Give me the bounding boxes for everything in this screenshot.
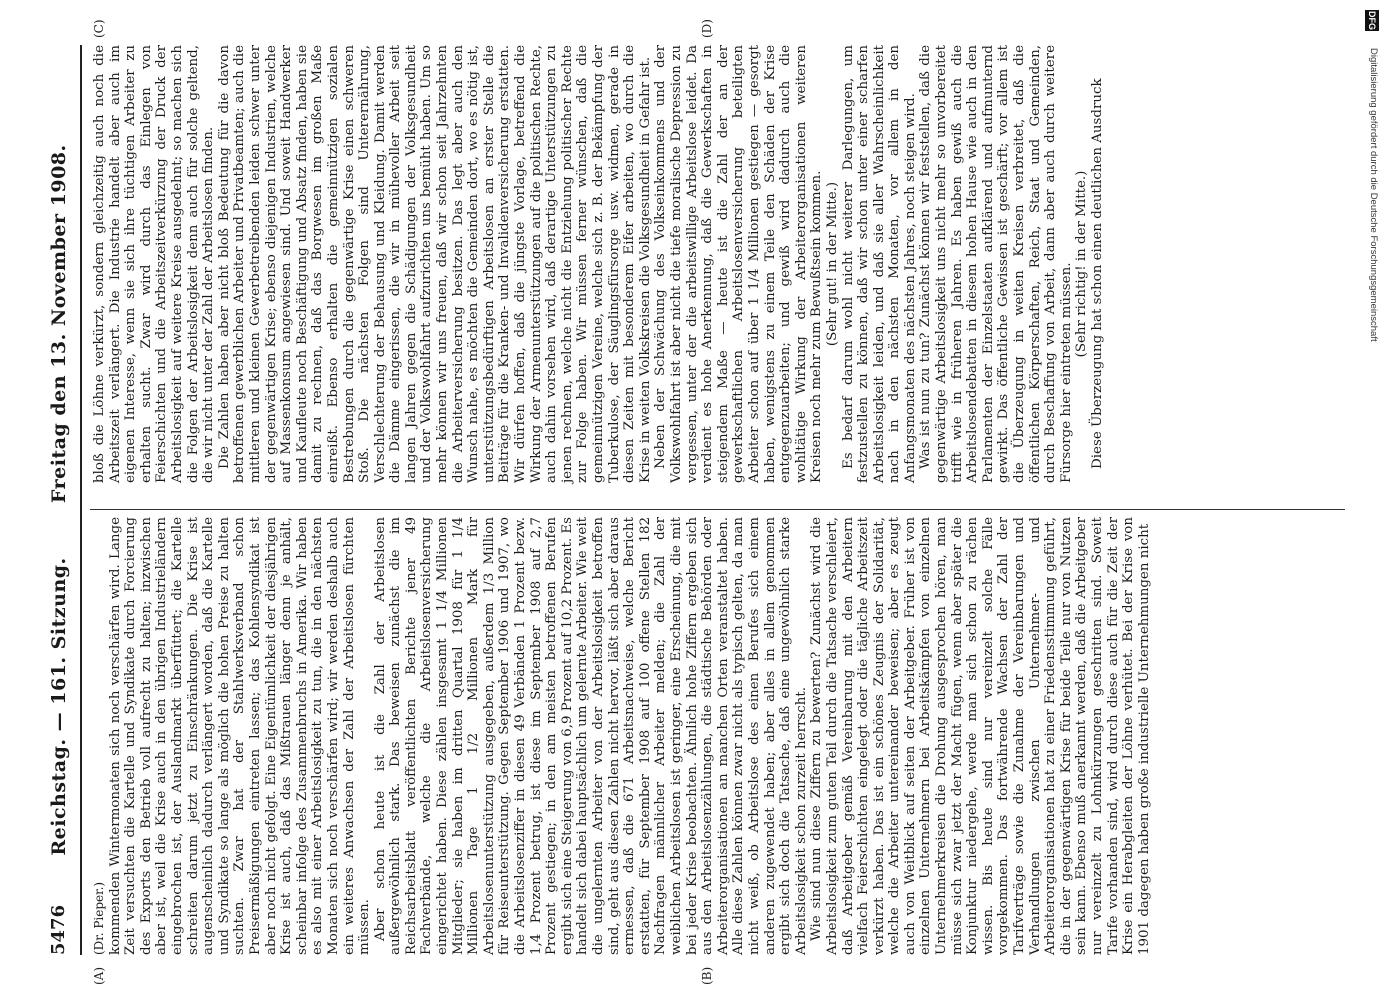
interjection: (Sehr gut! in der Mitte.) (824, 181, 840, 347)
interjection: (Sehr richtig! in der Mitte.) (1074, 170, 1090, 358)
right-column (92, 45, 1106, 483)
paragraph: Neben der Schwächung des Volkseinkommens und der Volkswohlfahrt ist aber nicht die tiefe moralische Depression zu vergessen, unter der die arbeitswillige Arbeitslose leidet. Da verdient es hohe Anerkennung, daß die Gewerkschaften in steigendem Maße — heute ist die Zahl der an der gewerkschaftlichen Arbeitslosenversicherung beteiligten Arbeiter schon auf über 1 1/4 Millionen gestiegen — gesorgt haben, wenigstens zu einem Teile den Schäden der Krise entgegenzuarbeiten; und gewiß wird dadurch auch die wohltätige Wirkung der Arbeiterorganisationen weiteren Kreisen noch mehr zum Bewußtsein kommen. (653, 45, 825, 483)
paragraph: Was ist nun zu tun? Zunächst können wir feststellen, daß die gegenwärtige Arbeitslosigkeit uns nicht mehr so unvorbereitet trifft wie in früheren Jahren. Es haben gewiß auch die Arbeitslosendebatten in diesem hohen Hause wie auch in den Parlamenten der Einzelstaaten aufklärend und aufmunternd gewirkt. Das öffentliche Gewissen ist geschärft; vor allem ist die Überzeugung in weiten Kreisen verbreitet, daß die öffentlichen Körperschaften, Reich, Staat und Gemeinden, durch Beschaffung von Arbeit, dann aber auch durch weitere Fürsorge hier eintreten müssen. (918, 45, 1074, 483)
paragraph: bloß die Löhne verkürzt, sondern gleichzeitig auch noch die Arbeitszeit verlängert. Die Industrie handelt aber auch im eigenen Interesse, wenn sie sich ihre tüchtigen Arbeiter zu erhalten sucht. Zwar wird durch das Einlegen von Feierschichten und die Arbeitszeitverkürzung der Druck der Arbeitslosigkeit auf weitere Kreise ausgedehnt; so machen sich die Folgen der Arbeitslosigkeit denn auch für solche geltend, die wir nicht unter der Zahl der Arbeitslosen finden. (92, 45, 217, 483)
paragraph: Die Zahlen haben aber nicht bloß Bedeutung für die davon betroffenen gewerblichen Arbeiter und Privatbeamten; auch die mittleren und kleinen Gewerbetreibenden leiden schwer unter der gegenwärtigen Krise; ebenso diejenigen Industrien, welche auf Massenkonsum angewiesen sind. Und soweit Handwerker und Kaufleute noch Beschäftigung und Absatz finden, haben sie damit zu rechnen, daß das Borgwesen im großen Maße einreißt. Ebenso erhalten die gemeinnützigen sozialen Bestrebungen durch die gegenwärtige Krise einen schweren Stoß. Die nächsten Folgen sind Unterernährung, Verschlechterung der Behausung und Kleidung. Damit werden die Dämme eingerissen, die wir in mühevoller Arbeit seit langen Jahren gegen die Schädigungen der Volksgesundheit und der Volkswohlfahrt aufzurichten uns bemüht haben. Um so mehr können wir uns freuen, daß wir schon seit Jahrzehnten die Arbeiterversicherung besitzen. Das legt aber auch den Wunsch nahe, es möchten die Gemeinden dort, wo es nötig ist, unterstützungsbedürftigen Arbeitslosen an erster Stelle die Beiträge für die Kranken- und Invalidenversicherung erstatten. Wir dürfen hoffen, daß die jüngste Vorlage, betreffend die Wirkung der Armenunterstützungen auf die politischen Rechte, auch dahin vorsehen wird, daß derartige Unterstützungen zu jenen rechnen, welche nicht die Entziehung politischer Rechte zur Folge haben. Wir müssen ferner wünschen, daß die gemeinnützigen Vereine, welche sich z. B. der Bekämpfung der Tuberkulose, der Säuglingsfürsorge usw. widmen, gerade in diesen Zeiten mit besonderem Eifer arbeiten, wo durch die Krise in weiten Volkskreisen die Volksgesundheit in Gefahr ist. (216, 45, 653, 483)
paragraph: Diese Überzeugung hat schon einen deutlichen Ausdruck (1090, 78, 1105, 469)
dfg-logo: DFG (1367, 11, 1377, 30)
margin-marker-a: (A) (92, 966, 106, 985)
margin-marker-d: (D) (700, 19, 714, 38)
header-rule (80, 45, 82, 955)
paragraph: kommenden Wintermonaten sich noch verschärfen wird. Lange Zeit versuchten die Kartelle und Syndikate durch Forcierung des Exports den Betrieb voll aufrecht zu halten; inzwischen aber ist, weil die Krise auch in den übrigen Industrieländern eingebrochen ist, der Auslandmarkt überfüttert; die Kartelle schreiten darum jetzt zu Einschränkungen. Die Krise ist augenscheinlich dadurch verlängert worden, daß die Kartelle und Syndikate so lange als möglich die hohen Preise zu halten suchten. Zwar hat der Stahlwerksverband schon Preisermäßigungen eintreten lassen; das Kohlensyndikat ist aber noch nicht gefolgt. Eine Eigentümlichkeit der diesjährigen Krise ist auch, daß das Mißtrauen länger denn je anhält, scheinbar infolge des Zusammenbruchs in Amerika. Wir haben es also mit einer Arbeitslosigkeit zu tun, die in den nächsten Monaten sich noch verschärfen wird; wir werden deshalb auch ein weiteres Anwachsen der Zahl der Arbeitslosen fürchten müssen. (107, 517, 373, 955)
digitization-credit: Digitalisierung gefördert durch die Deutsche Forschungsgemeinschaft (1368, 48, 1379, 342)
paragraph: Es bedarf darum wohl nicht weiterer Darlegungen, um festzustellen zu können, daß wir schon unter einer scharfen Arbeitslosigkeit leiden, und daß sie aller Wahrscheinlichkeit nach in den nächsten Monaten, vor allem in den Anfangsmonaten des nächsten Jahres, noch steigen wird. (840, 45, 918, 483)
paragraph: Wie sind nun diese Ziffern zu bewerten? Zunächst wird die Arbeitslosigkeit zum guten Teil durch die Tatsache verschleiert, daß Arbeitgeber gemäß Vereinbarung mit den Arbeitern vielfach Feierschichten eingelegt oder die tägliche Arbeitszeit verkürzt haben. Das ist ein schönes Zeugnis der Solidarität, welche die Arbeiter untereinander beweisen; aber es zeugt auch von Weitblick auf seiten der Arbeitgeber. Früher ist von einzelnen Unternehmern bei Arbeitskämpfen von einzelnen Unternehmerkreisen die Drohung ausgesprochen hören, man müsse sich zwar jetzt der Macht fügen, wenn aber später die Konjunktur niedergehe, werde man sich schon zu rächen wissen. Bis heute sind nur vereinzelt solche Fälle vorgekommen. Das fortwährende Wachsen der Zahl der Tarifverträge sowie die Zunahme der Vereinbarungen und Verhandlungen zwischen Unternehmer- und Arbeiterorganisationen hat zu einer Friedensstimmung geführt, die in der gegenwärtigen Krise für beide Teile nur von Nutzen sein kann. Ebenso muß anerkannt werden, daß die Arbeitgeber nur vereinzelt zu Lohnkürzungen geschritten sind. Soweit Tarife vorhanden sind, wird durch diese auch für die Zeit der Krise ein Herabgleiten der Löhne verhütet. Bei der Krise von 1901 dagegen haben große industrielle Unternehmungen nicht (809, 517, 1152, 955)
paragraph: Aber schon heute ist die Zahl der Arbeitslosen außergewöhnlich stark. Das beweisen zunächst die im Reichsarbeitsblatt veröffentlichten Berichte jener 49 Fachverbände, welche die Arbeitslosenversicherung eingerichtet haben. Diese zählen insgesamt 1 1/4 Millionen Mitglieder; sie haben im dritten Quartal 1908 für 1 1/4 Millionen Tage 1 1/2 Millionen Mark für Arbeitslosenunterstützung ausgegeben, außerdem 1/3 Million für Reiseunterstützung. Gegen September 1906 und 1907, wo die Arbeitslosenziffer in diesen 49 Verbänden 1 Prozent bezw. 1,4 Prozent betrug, ist diese im September 1908 auf 2,7 Prozent gestiegen; in den am meisten betroffenen Berufen ergibt sich eine Steigerung von 6,9 Prozent auf 10,2 Prozent. Es handelt sich dabei hauptsächlich um gelernte Arbeiter. Wie weit die ungelernten Arbeiter von der Arbeitslosigkeit betroffen sind, geht aus diesen Zahlen nicht hervor, läßt sich aber daraus ermessen, daß die 671 Arbeitsnachweise, welche Bericht erstatten, für September 1908 auf 100 offene Stellen 182 Nachfragen männlicher Arbeiter melden; die Zahl der weiblichen Arbeitslosen ist geringer, eine Erscheinung, die mit bei jeder Krise beobachten. Ähnlich hohe Ziffern ergeben sich aus den Arbeitslosenzählungen, die städtische Behörden oder Arbeiterorganisationen an manchen Orten veranstaltet haben. Alle diese Zahlen können zwar nicht als typisch gelten, da man nicht weiß, ob Arbeitslose des einen Berufes sich einem anderen zugewendet haben; aber alles in allem genommen ergibt sich doch die Tatsache, daß eine ungewöhnlich starke Arbeitslosigkeit schon zurzeit herrscht. (372, 517, 809, 955)
margin-marker-b: (B) (700, 966, 714, 985)
running-title-right: Freitag den 13. November 1908. (48, 144, 70, 504)
margin-marker-c: (C) (92, 19, 106, 38)
running-title (48, 45, 70, 955)
page-number: 5476 (48, 904, 69, 955)
column-divider (90, 509, 1345, 510)
page-header (48, 45, 78, 955)
left-column (92, 517, 1152, 955)
running-title-left: Reichstag. — 161. Sitzung. (48, 557, 70, 856)
speaker-label: (Dr. Pieper.) (92, 881, 106, 955)
